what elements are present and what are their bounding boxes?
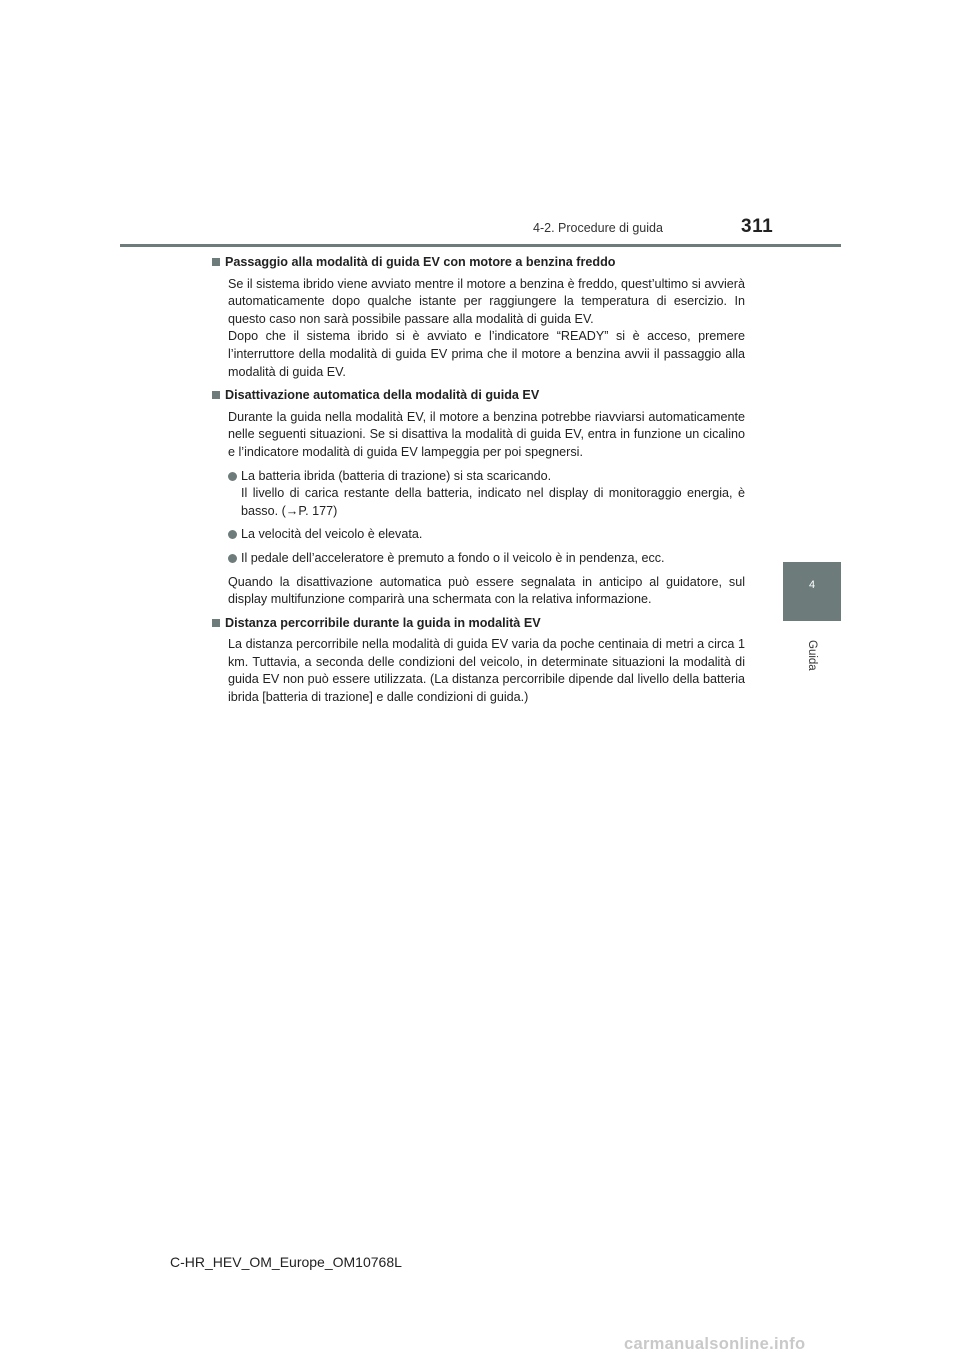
header-divider <box>120 244 841 247</box>
page-number: 311 <box>741 216 774 237</box>
chapter-tab <box>783 562 841 621</box>
paragraph: Se il sistema ibrido viene avviato mentre il motore a benzina è freddo, quest’ultimo si avvierà automaticamente dopo qualche istante per raggiungere la temperatura di esercizio. In questo caso non sarà possibile passare alla modalità di guida EV. <box>228 276 745 326</box>
list-item-detail: Il livello di carica restante della batteria, indicato nel display di monitoraggio energia, è basso. (→P. 177) <box>241 486 745 518</box>
section-ev-cold-engine <box>212 254 745 381</box>
square-bullet-icon <box>212 619 220 627</box>
list-item <box>228 526 745 544</box>
section-heading <box>212 387 745 405</box>
chapter-label-text: Guida <box>806 640 818 671</box>
paragraph: Quando la disattivazione automatica può essere segnalata in anticipo al guidatore, sul display multifunzione comparirà una schermata con la relativa informazione. <box>228 574 745 607</box>
list-item-text: Il pedale dell’acceleratore è premuto a fondo o il veicolo è in pendenza, ecc. <box>241 550 665 565</box>
list-item-text: La velocità del veicolo è elevata. <box>241 527 423 542</box>
document-id: C-HR_HEV_OM_Europe_OM10768L <box>170 1254 402 1270</box>
circle-bullet-icon <box>228 530 237 539</box>
list-item <box>228 468 745 521</box>
section-title: Passaggio alla modalità di guida EV con motore a benzina freddo <box>225 255 616 269</box>
paragraph: Dopo che il sistema ibrido si è avviato e l’indicatore “READY” si è acceso, premere l’interruttore della modalità di guida EV prima che il motore a benzina avvii il passaggio alla modalità di guida EV. <box>228 329 745 379</box>
circle-bullet-icon <box>228 554 237 563</box>
list-item <box>228 550 745 568</box>
page-content <box>212 254 745 713</box>
section-title: Disattivazione automatica della modalità di guida EV <box>225 388 540 403</box>
square-bullet-icon <box>212 391 220 399</box>
section-ev-auto-deactivation <box>212 387 745 609</box>
list-item-text: La batteria ibrida (batteria di trazione) si sta scaricando. <box>241 468 552 483</box>
square-bullet-icon <box>212 258 220 266</box>
paragraph: Durante la guida nella modalità EV, il motore a benzina potrebbe riavviarsi automaticamente nelle seguenti situazioni. Se si disattiva la modalità di guida EV, entra in funzione un cicalino e l’indicatore modalità di guida EV lampeggia per poi spegnersi. <box>228 409 745 459</box>
section-heading <box>212 615 745 633</box>
chapter-number: 4 <box>808 579 816 591</box>
section-heading <box>212 254 745 272</box>
circle-bullet-icon <box>228 472 237 481</box>
paragraph: La distanza percorribile nella modalità di guida EV varia da poche centinaia di metri a circa 1 km. Tuttavia, a seconda delle condizioni del veicolo, in determinate situazioni la modalità di guida EV non può essere utilizzata. (La distanza percorribile dipende dal livello della batteria ibrida [batteria di trazione] e dalle condizioni di guida.) <box>228 637 745 705</box>
section-ev-driving-range <box>212 615 745 707</box>
section-title: Distanza percorribile durante la guida in modalità EV <box>225 615 541 630</box>
watermark: carmanualsonline.info <box>624 1335 806 1353</box>
header-section-title: 4-2. Procedure di guida <box>533 221 663 235</box>
